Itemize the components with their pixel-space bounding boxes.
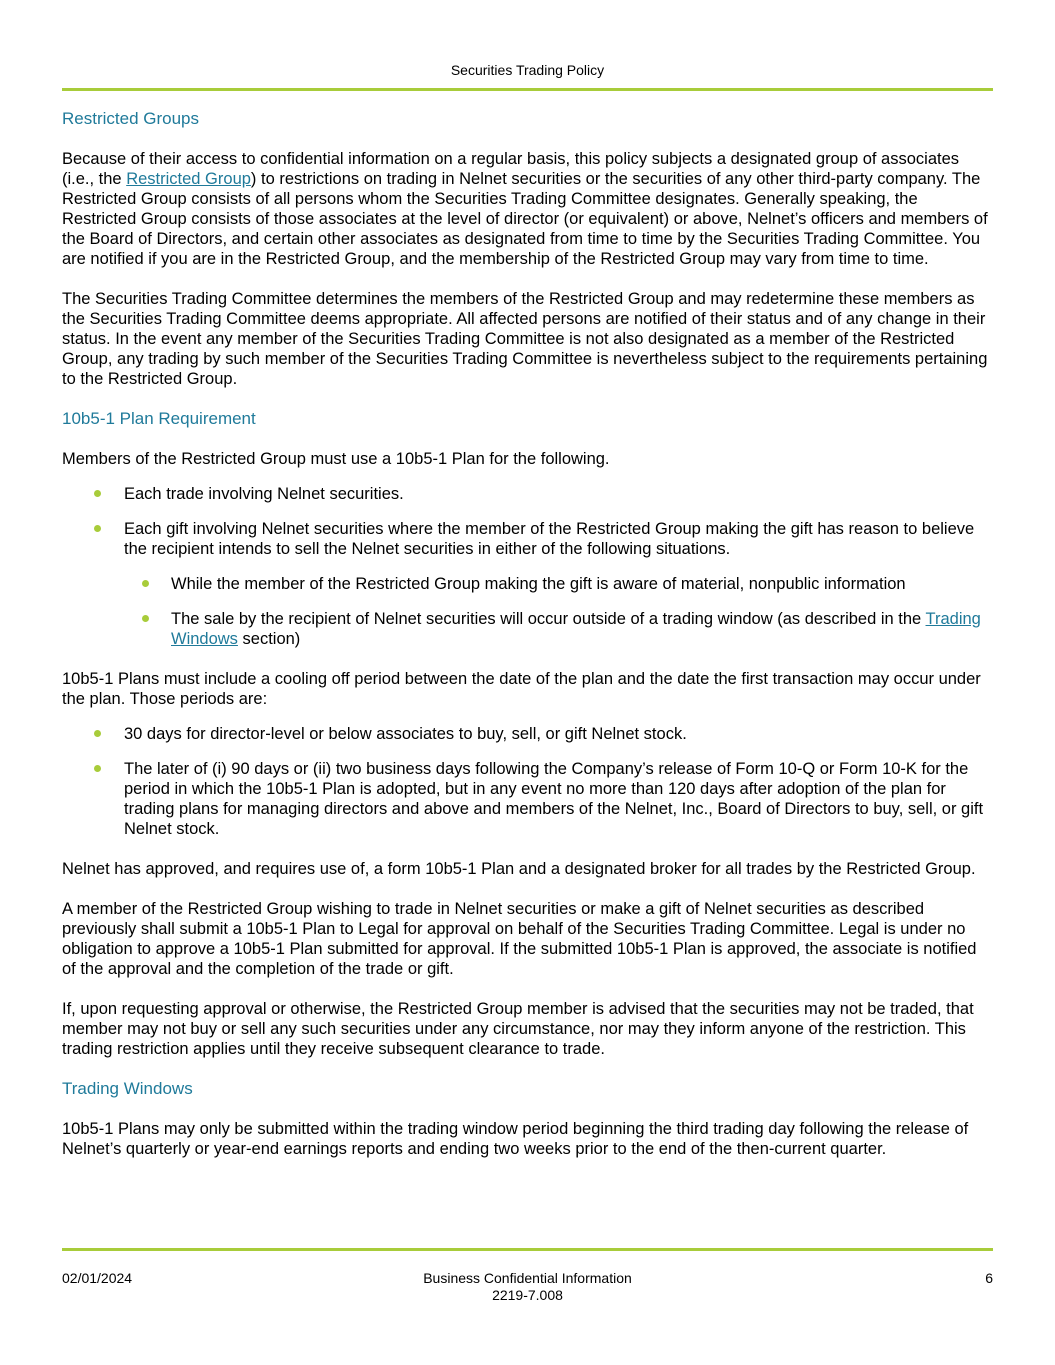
list-item-text: The later of (i) 90 days or (ii) two business days following the Company’s release of Form 10-Q or Form 10-K for the period in which the 10b5-1 Plan is adopted, but in any event no more than 120 days after adoption of the plan for trading plans for managing directors and above and members of the Nelnet, Inc., Board of Directors to buy, sell, or gift Nelnet stock.: [124, 760, 984, 838]
restricted-groups-paragraph-2: The Securities Trading Committee determines the members of the Restricted Group and may redetermine these members as the Securities Trading Committee deems appropriate. All affected persons are notified of their status and of any change in their status. In the event any member of the Securities Trading Committee is not also designated as a member of the Restricted Group, any trading by such member of the Securities Trading Committee is nevertheless subject to the requirements pertaining to the Restricted Group.: [62, 290, 988, 388]
text-run: Because of their access to confidential information on a regular basis, this policy subjects a designated group of associates (i.e., the: [62, 150, 960, 188]
list-item-text: While the member of the Restricted Group making the gift is aware of material, nonpublic information: [171, 575, 906, 593]
footer-page-number: 6: [985, 1270, 993, 1286]
bullet-icon: [142, 615, 149, 622]
cooling-off-periods-list: [62, 724, 993, 839]
text-run: ) to restrictions on trading in Nelnet securities or the securities of any other third-party company. The Restricted Group consists of all persons whom the Securities Trading Committee designates. Generally speaking, the Restricted Group consists of those associates at the level of director (or equivalent) or above, Nelnet’s officers and members of the Board of Directors, and certain other associates as designated from time to time by the Securities Trading Committee. You are notified if you are in the Restricted Group, and the membership of the Restricted Group may vary from time to time.: [62, 170, 988, 268]
section-heading-trading-windows: Trading Windows: [62, 1079, 193, 1098]
gift-situations-list: [62, 574, 993, 649]
list-item-text: Each trade involving Nelnet securities.: [124, 485, 404, 503]
bullet-icon: [94, 765, 101, 772]
footer-rule: [62, 1248, 993, 1251]
list-item-text: 30 days for director-level or below associates to buy, sell, or gift Nelnet stock.: [124, 725, 687, 743]
running-header-title: Securities Trading Policy: [450, 62, 605, 78]
approved-paragraph: Nelnet has approved, and requires use of, a form 10b5-1 Plan and a designated broker for all trades by the Restricted Group.: [62, 860, 976, 878]
bullet-icon: [142, 580, 149, 587]
list-item-text: Each gift involving Nelnet securities where the member of the Restricted Group making the gift has reason to believe the recipient intends to sell the Nelnet securities in either of the following situations.: [124, 520, 975, 558]
cooling-off-paragraph: 10b5-1 Plans must include a cooling off period between the date of the plan and the date the first transaction may occur under the plan. Those periods are:: [62, 670, 981, 708]
list-item: [62, 484, 993, 504]
section-heading-restricted-groups: Restricted Groups: [62, 109, 199, 128]
page-content: [62, 109, 993, 1159]
submission-paragraph: A member of the Restricted Group wishing to trade in Nelnet securities or make a gift of Nelnet securities as described previously shall submit a 10b5-1 Plan to Legal for approval on behalf of the Securities Trading Committee. Legal is under no obligation to approve a 10b5-1 Plan submitted for approval. If the submitted 10b5-1 Plan is approved, the associate is notified of the approval and the completion of the trade or gift.: [62, 900, 977, 978]
footer-doc-id: 2219-7.008: [492, 1287, 563, 1303]
section-heading-plan-requirement: 10b5-1 Plan Requirement: [62, 409, 256, 428]
trading-windows-paragraph: 10b5-1 Plans may only be submitted within the trading window period beginning the third trading day following the release of Nelnet’s quarterly or year-end earnings reports and ending two weeks prior to the end of the then-current quarter.: [62, 1120, 969, 1158]
footer-classification: Business Confidential Information: [423, 1270, 632, 1286]
list-item: [62, 574, 993, 594]
bullet-icon: [94, 490, 101, 497]
trading-restriction-paragraph: If, upon requesting approval or otherwise, the Restricted Group member is advised that the securities may not be traded, that member may not buy or sell any such securities under any circumstance, nor may they inform anyone of the restriction. This trading restriction applies until they receive subsequent clearance to trade.: [62, 1000, 974, 1058]
footer-center: [62, 1270, 993, 1304]
text-run: section): [237, 630, 301, 648]
header-rule: [62, 88, 993, 91]
trading-windows-link[interactable]: Trading Windows: [171, 610, 981, 648]
restricted-group-link[interactable]: Restricted Group: [126, 170, 251, 188]
bullet-icon: [94, 525, 101, 532]
list-item: [62, 759, 993, 839]
footer-date: 02/01/2024: [62, 1270, 133, 1286]
restricted-groups-paragraph-1: [62, 149, 993, 269]
list-item: [62, 519, 993, 559]
list-item: [62, 609, 993, 649]
list-item: [62, 724, 993, 744]
plan-requirement-list: [62, 484, 993, 559]
plan-intro: Members of the Restricted Group must use a 10b5-1 Plan for the following.: [62, 450, 610, 468]
text-run: The sale by the recipient of Nelnet securities will occur outside of a trading window (as described in the: [171, 610, 926, 628]
bullet-icon: [94, 730, 101, 737]
